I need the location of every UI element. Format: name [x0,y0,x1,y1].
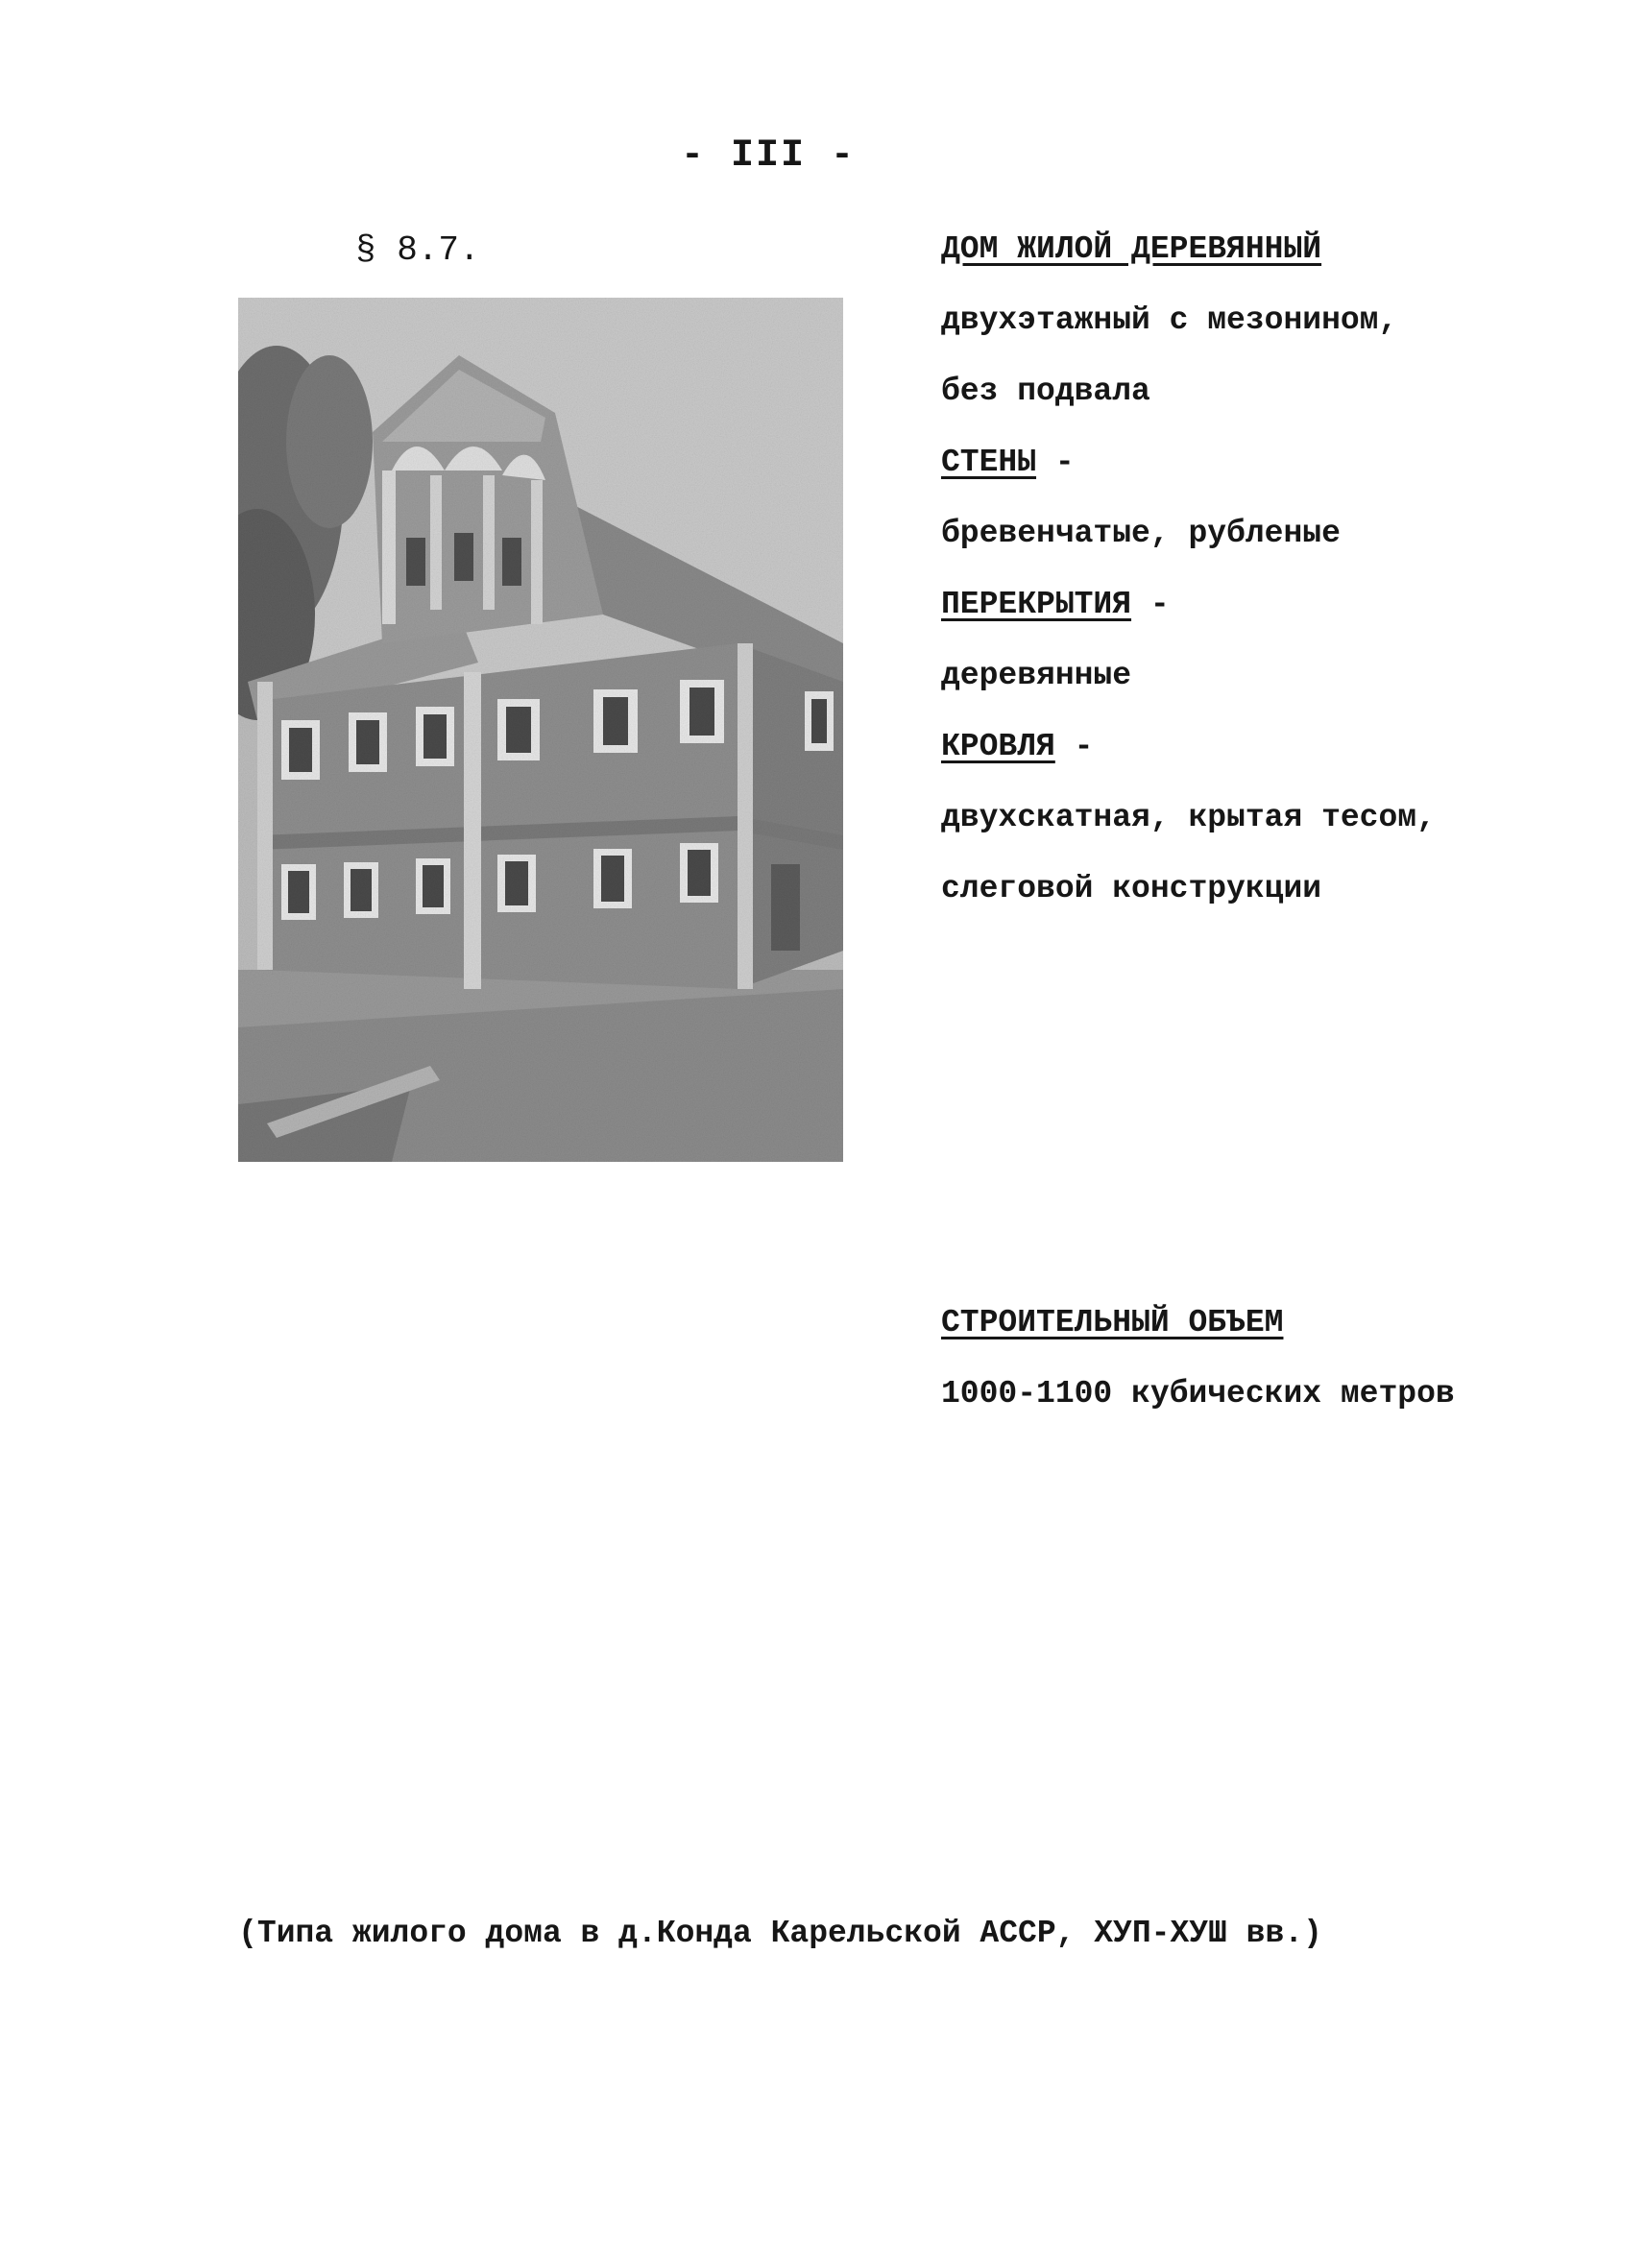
walls-value: бревенчатые, рубленые [941,516,1341,551]
floors-heading: ПЕРЕКРЫТИЯ [941,587,1132,622]
volume-value: 1000-1100 кубических метров [941,1376,1455,1411]
roof-heading: КРОВЛЯ [941,729,1055,764]
photo-caption: (Типа жилого дома в д.Конда Карельской АССР, ХУП-ХУШ вв.) [238,1916,1322,1951]
roof-line-2: слеговой конструкции [941,871,1322,906]
house-type-line-2: без подвала [941,374,1150,409]
house-type-line-1: двухэтажный с мезонином, [941,302,1398,338]
wooden-house-photo [238,298,843,1162]
roof-line-1: двухскатная, крытая тесом, [941,800,1436,835]
house-type-heading: ДОМ ЖИЛОЙ ДЕРЕВЯННЫЙ [941,231,1322,267]
walls-heading: СТЕНЫ [941,445,1037,480]
roof-dash: - [1054,729,1094,764]
page-number: - III - [680,134,857,178]
building-volume [941,1304,1575,1413]
building-description [941,230,1575,908]
floors-value: деревянные [941,658,1132,693]
section-number: § 8.7. [355,230,480,270]
walls-dash: - [1036,445,1075,480]
volume-heading: СТРОИТЕЛЬНЫЙ ОБЪЕМ [941,1305,1284,1340]
floors-dash: - [1131,587,1170,622]
